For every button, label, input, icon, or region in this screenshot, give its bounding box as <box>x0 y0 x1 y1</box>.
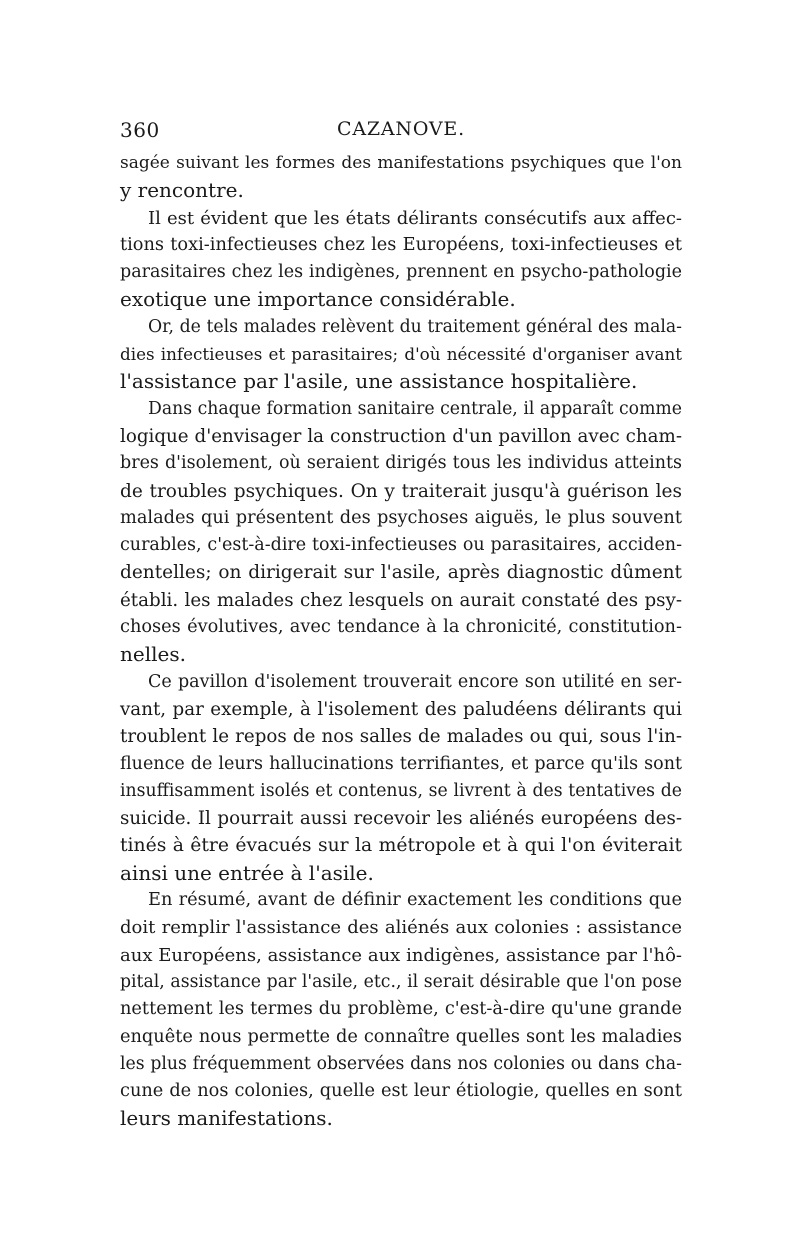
text-line: bres d'isolement, où seraient dirigés tous les individus atteints <box>120 453 682 474</box>
text-line: y rencontre. <box>120 178 244 203</box>
text-line: nettement les termes du problème, c'est-à-dire qu'une grande <box>120 999 682 1020</box>
text-line: aux Européens, assistance aux indigènes, assistance par l'hô- <box>120 944 682 966</box>
text-line: ainsi une entrée à l'asile. <box>120 860 374 885</box>
text-line: tinés à être évacués sur la métropole et à qui l'on éviterait <box>120 835 682 857</box>
text-line: logique d'envisager la construction d'un pavillon avec cham- <box>120 425 682 447</box>
text-line: nelles. <box>120 642 186 667</box>
text-line: choses évolutives, avec tendance à la chronicité, constitution- <box>120 617 682 638</box>
text-line: insuffisamment isolés et contenus, se livrent à des tentatives de <box>120 780 682 801</box>
text-line: cune de nos colonies, quelle est leur étiologie, quelles en sont <box>120 1081 682 1102</box>
text-line: malades qui présentent des psychoses aiguës, le plus souvent <box>120 507 682 528</box>
text-line: leurs manifestations. <box>120 1106 333 1131</box>
text-line: dies infectieuses et parasitaires; d'où nécessité d'organiser avant <box>120 344 682 365</box>
text-line: Il est évident que les états délirants consécutifs aux affec- <box>148 207 682 229</box>
text-line: l'assistance par l'asile, une assistance hospitalière. <box>120 369 638 394</box>
text-line: curables, c'est-à-dire toxi-infectieuses ou parasitaires, acciden- <box>120 535 682 556</box>
text-line: Dans chaque formation sanitaire centrale, il apparaît comme <box>148 398 682 419</box>
text-line: Ce pavillon d'isolement trouverait encore son utilité en ser- <box>148 671 682 692</box>
text-line: Or, de tels malades relèvent du traitement général des mala- <box>148 316 682 337</box>
text-line: En résumé, avant de définir exactement les conditions que <box>148 890 682 911</box>
text-line: pital, assistance par l'asile, etc., il serait désirable que l'on pose <box>120 971 682 992</box>
running-head <box>120 118 682 148</box>
text-line: dentelles; on dirigerait sur l'asile, après diagnostic dûment <box>120 562 682 584</box>
text-line: exotique une importance considérable. <box>120 287 516 312</box>
text-line: enquête nous permette de connaître quelles sont les maladies <box>120 1026 682 1047</box>
running-title: CAZANOVE. <box>337 118 465 140</box>
text-line: tions toxi-infectieuses chez les Européens, toxi-infectieuses et <box>120 234 682 255</box>
text-line: sagée suivant les formes des manifestations psychiques que l'on <box>120 153 682 173</box>
text-line: parasitaires chez les indigènes, prennent en psycho-pathologie <box>120 262 682 283</box>
text-line: doit remplir l'assistance des aliénés aux colonies : assistance <box>120 917 682 939</box>
text-line: troublent le repos de nos salles de malades ou qui, sous l'in- <box>120 726 682 748</box>
text-line: de troubles psychiques. On y traiterait jusqu'à guérison les <box>120 480 682 502</box>
body-text <box>120 150 682 1133</box>
text-line: les plus fréquemment observées dans nos colonies ou dans cha- <box>120 1053 682 1074</box>
text-line: fluence de leurs hallucinations terrifiantes, et parce qu'ils sont <box>120 753 682 774</box>
page-number: 360 <box>120 118 160 142</box>
text-line: suicide. Il pourrait aussi recevoir les aliénés européens des- <box>120 808 682 830</box>
text-line: établi. les malades chez lesquels on aurait constaté des psy- <box>120 589 682 611</box>
text-line: vant, par exemple, à l'isolement des paludéens délirants qui <box>120 698 682 720</box>
